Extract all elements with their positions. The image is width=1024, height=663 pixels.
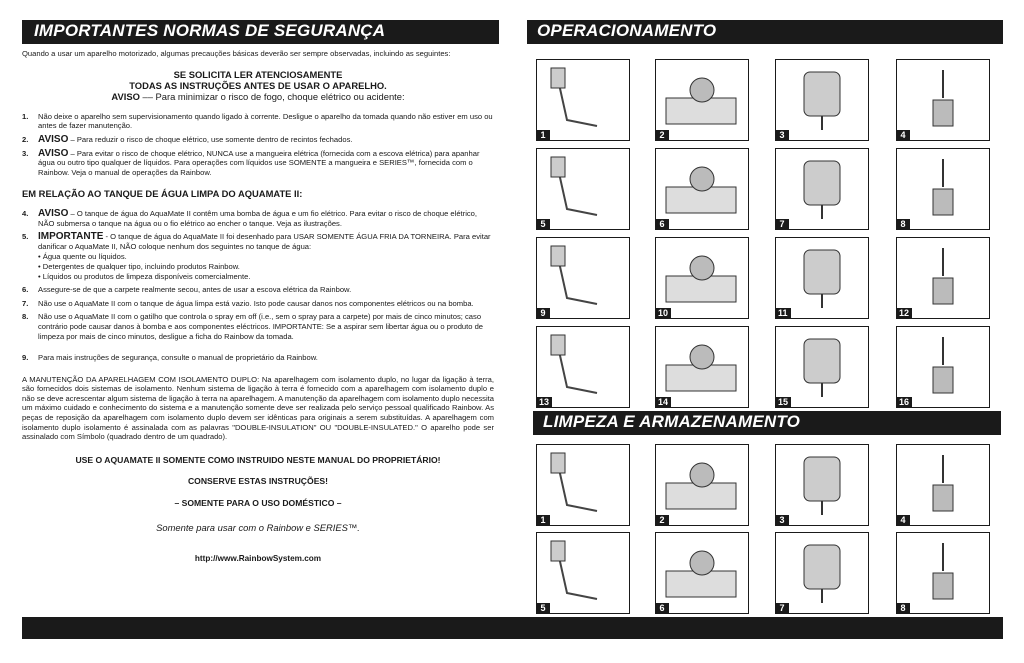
not-allowed-item: • Detergentes de qualquer tipo, incluindo produtos Rainbow. xyxy=(38,261,240,271)
safety-item: 8. Não use o AquaMate II com o gatilho que controla o spray em off (i.e., sem o spray para a carpete) por mais de cinco minutos; caso contrário pode causar danos à bomba e aos componentes eléctricos. IMPORTANTE: Se a aspirar sem libertar água ou o produto de limpeza por mais de cinco minutos, desligue a ficha do Rainbow da tomada. xyxy=(22,312,484,341)
operation-step-step-number: 1 xyxy=(536,130,550,141)
safety-list-a xyxy=(22,112,494,178)
operation-step-panel xyxy=(655,148,749,230)
safety-list-b xyxy=(22,209,494,363)
illustration-icon xyxy=(656,533,748,613)
operation-step-panel xyxy=(655,59,749,141)
cleaning-step-panel xyxy=(655,532,749,614)
illustration-icon xyxy=(656,149,748,229)
operation-step-step-number: 16 xyxy=(896,397,912,408)
safety-column xyxy=(22,49,494,564)
illustration-icon xyxy=(656,238,748,318)
tank-section-title: EM RELAÇÃO AO TANQUE DE ÁGUA LIMPA DO AQUAMATE II: xyxy=(22,188,303,200)
illustration-icon xyxy=(537,327,629,407)
notice-aviso-keyword: AVISO xyxy=(111,91,140,103)
operation-step-panel xyxy=(896,326,990,408)
operation-step-step-number: 12 xyxy=(896,308,912,319)
safety-item: 5. IMPORTANTE - O tanque de água do AquaMate II foi desenhado para USAR SOMENTE ÁGUA FRIA DA TORNEIRA. Para evitar danificar o AquaMate II, NÃO coloque nenhum dos seguintes no tanque de água: • Água quente ou líquidos. • Detergentes de qualquer tipo, incluindo produtos Rainbow. • Líquidos ou produtos de limpeza disponíveis comercialmente. xyxy=(22,232,494,281)
cleaning-step-step-number: 5 xyxy=(536,603,550,614)
cleaning-step-step-number: 6 xyxy=(655,603,669,614)
cleaning-step-panel xyxy=(655,444,749,526)
operation-step-panel xyxy=(775,326,869,408)
illustration-icon xyxy=(537,149,629,229)
cleaning-step-panel xyxy=(536,444,630,526)
illustration-icon xyxy=(897,149,989,229)
operation-step-step-number: 10 xyxy=(655,308,671,319)
operation-step-step-number: 7 xyxy=(775,219,789,230)
not-allowed-item: • Água quente ou líquidos. xyxy=(38,252,127,262)
illustration-icon xyxy=(537,445,629,525)
cleaning-step-panel xyxy=(896,444,990,526)
operation-step-step-number: 5 xyxy=(536,219,550,230)
operation-step-panel xyxy=(775,237,869,319)
notice-line-1: SE SOLICITA LER ATENCIOSAMENTE xyxy=(173,68,343,80)
illustration-icon xyxy=(897,238,989,318)
notice-aviso xyxy=(22,91,494,102)
illustration-icon xyxy=(776,60,868,140)
cleaning-step-step-number: 4 xyxy=(896,515,910,526)
illustration-icon xyxy=(537,60,629,140)
not-allowed-item: • Líquidos ou produtos de limpeza disponíveis comercialmente. xyxy=(38,271,251,281)
operation-step-panel xyxy=(896,59,990,141)
operation-step-panel xyxy=(896,237,990,319)
operation-step-step-number: 9 xyxy=(536,308,550,319)
cleaning-step-panel xyxy=(775,532,869,614)
cleaning-header-bar xyxy=(533,411,1001,435)
notice-line-2: TODAS AS INSTRUÇÕES ANTES DE USAR O APARELHO. xyxy=(129,80,387,91)
operation-step-step-number: 6 xyxy=(655,219,669,230)
illustration-icon xyxy=(776,238,868,318)
illustration-icon xyxy=(776,327,868,407)
illustration-icon xyxy=(897,327,989,407)
cleaning-step-step-number: 8 xyxy=(896,603,910,614)
operation-header-bar xyxy=(527,20,1003,44)
illustration-icon xyxy=(897,533,989,613)
safety-item: 1. Não deixe o aparelho sem supervisionamento quando ligado à corrente. Desligue o aparelho da tomada quando não estiver em uso ou antes de fazer manutenção. xyxy=(22,111,493,131)
safety-item: 7. Não use o AquaMate II com o tanque de água limpa está vazio. Isto pode causar danos nos componentes elétricos ou na bomba. xyxy=(22,298,474,308)
cleaning-step-panel xyxy=(536,532,630,614)
safety-item: 3. AVISO – Para evitar o risco de choque elétrico, NUNCA use a mangueira elétrica (fornecida com a escova elétrica) para apanhar água ou outro tipo qualquer de líquidos. Para operações com líquidos use SOMENTE a mangueira e SERIES™, fornecida com o Rainbow. Veja o manual de operações da Rainbow. xyxy=(22,147,480,177)
keep-instructions: CONSERVE ESTAS INSTRUÇÕES! xyxy=(187,476,329,487)
operation-step-step-number: 8 xyxy=(896,219,910,230)
not-allowed-list xyxy=(38,252,494,281)
cleaning-step-panel xyxy=(775,444,869,526)
operation-step-step-number: 4 xyxy=(896,130,910,141)
illustration-icon xyxy=(537,238,629,318)
illustration-icon xyxy=(897,60,989,140)
operation-step-panel xyxy=(536,148,630,230)
safety-item: 2. AVISO – Para reduzir o risco de choque elétrico, use somente dentro de recintos fechados. xyxy=(22,134,353,145)
operation-step-panel xyxy=(536,237,630,319)
safety-item: 4. AVISO – O tanque de água do AquaMate II contêm uma bomba de água e um fio elétrico. Para evitar o risco de choque elétrico, NÃO submersa o tanque na água ou o fio elétrico ao encher o tanque. Veja as ilustrações. xyxy=(22,207,478,228)
illustration-icon xyxy=(776,445,868,525)
operation-step-panel xyxy=(536,59,630,141)
safety-item: 6. Assegure-se de que a carpete realmente secou, antes de usar a escova elétrica da Rainbow. xyxy=(22,285,352,295)
illustration-icon xyxy=(656,60,748,140)
rainbow-only: Somente para usar com o Rainbow e SERIES™. xyxy=(156,521,360,533)
illustration-icon xyxy=(656,445,748,525)
safety-item: 9. Para mais instruções de segurança, consulte o manual de proprietário da Rainbow. xyxy=(22,353,318,363)
safety-header-bar xyxy=(22,20,499,44)
footer-bar xyxy=(22,617,1003,639)
operation-step-panel xyxy=(536,326,630,408)
operation-step-panel xyxy=(655,237,749,319)
operation-step-panel xyxy=(775,59,869,141)
cleaning-step-step-number: 1 xyxy=(536,515,550,526)
safety-header-title: IMPORTANTES NORMAS DE SEGURANÇA xyxy=(34,21,386,40)
intro-text: Quando a usar um aparelho motorizado, algumas precauções básicas deverão ser sempre observadas, incluindo as seguintes: xyxy=(22,49,451,58)
cleaning-header-title: LIMPEZA E ARMAZENAMENTO xyxy=(543,412,801,431)
illustration-icon xyxy=(897,445,989,525)
illustration-icon xyxy=(776,533,868,613)
illustration-icon xyxy=(537,533,629,613)
cleaning-step-panel xyxy=(896,532,990,614)
operation-step-step-number: 11 xyxy=(775,308,791,319)
operation-step-step-number: 15 xyxy=(775,397,791,408)
operation-step-panel xyxy=(655,326,749,408)
website-url: http://www.RainbowSystem.com xyxy=(194,554,322,564)
double-insulation-text: A MANUTENÇÃO DA APARELHAGEM COM ISOLAMENTO DUPLO: Na aparelhagem com isolamento duplo, no lugar da ligação à terra, são fornecidos dois sistemas de isolamento. Nenhum sistema de ligação à terra é fornecido com a aparelhagem com isolamento duplo e não se deve acrescentar algum sistema de ligação à terra na aparelhagem. A manutenção da aparelhagem com isolamento duplo necessita um máximo cuidado e conhecimento do sistema e a manutenção somente deve ser realizada pelo serviço pessoal qualificado Rainbow. As peças de reposição da aparelhagem com isolamento duplo devem ser idênticas para originais a serem substituídas. A aparelhagem com isolamento duplo isolamento é assinalada com as palavras "DOUBLE-INSULATION" OU "DOUBLE-INSULATED." O aparelho pode ser assinalado com Símbolo (quadrado dentro de um quadrado). xyxy=(22,374,494,442)
domestic-use: – SOMENTE PARA O USO DOMÉSTICO – xyxy=(174,498,342,509)
notice-aviso-text: –– Para minimizar o risco de fogo, choque elétrico ou acidente: xyxy=(139,91,405,103)
operation-step-step-number: 13 xyxy=(536,397,552,408)
operation-step-step-number: 3 xyxy=(775,130,789,141)
illustration-icon xyxy=(656,327,748,407)
cleaning-step-step-number: 7 xyxy=(775,603,789,614)
cleaning-step-step-number: 2 xyxy=(655,515,669,526)
operation-step-step-number: 14 xyxy=(655,397,671,408)
operation-header-title: OPERACIONAMENTO xyxy=(537,21,717,40)
cleaning-step-step-number: 3 xyxy=(775,515,789,526)
operation-step-step-number: 2 xyxy=(655,130,669,141)
illustration-icon xyxy=(776,149,868,229)
operation-step-panel xyxy=(896,148,990,230)
operation-step-panel xyxy=(775,148,869,230)
use-only-notice: USE O AQUAMATE II SOMENTE COMO INSTRUIDO NESTE MANUAL DO PROPRIETÁRIO! xyxy=(75,454,441,465)
